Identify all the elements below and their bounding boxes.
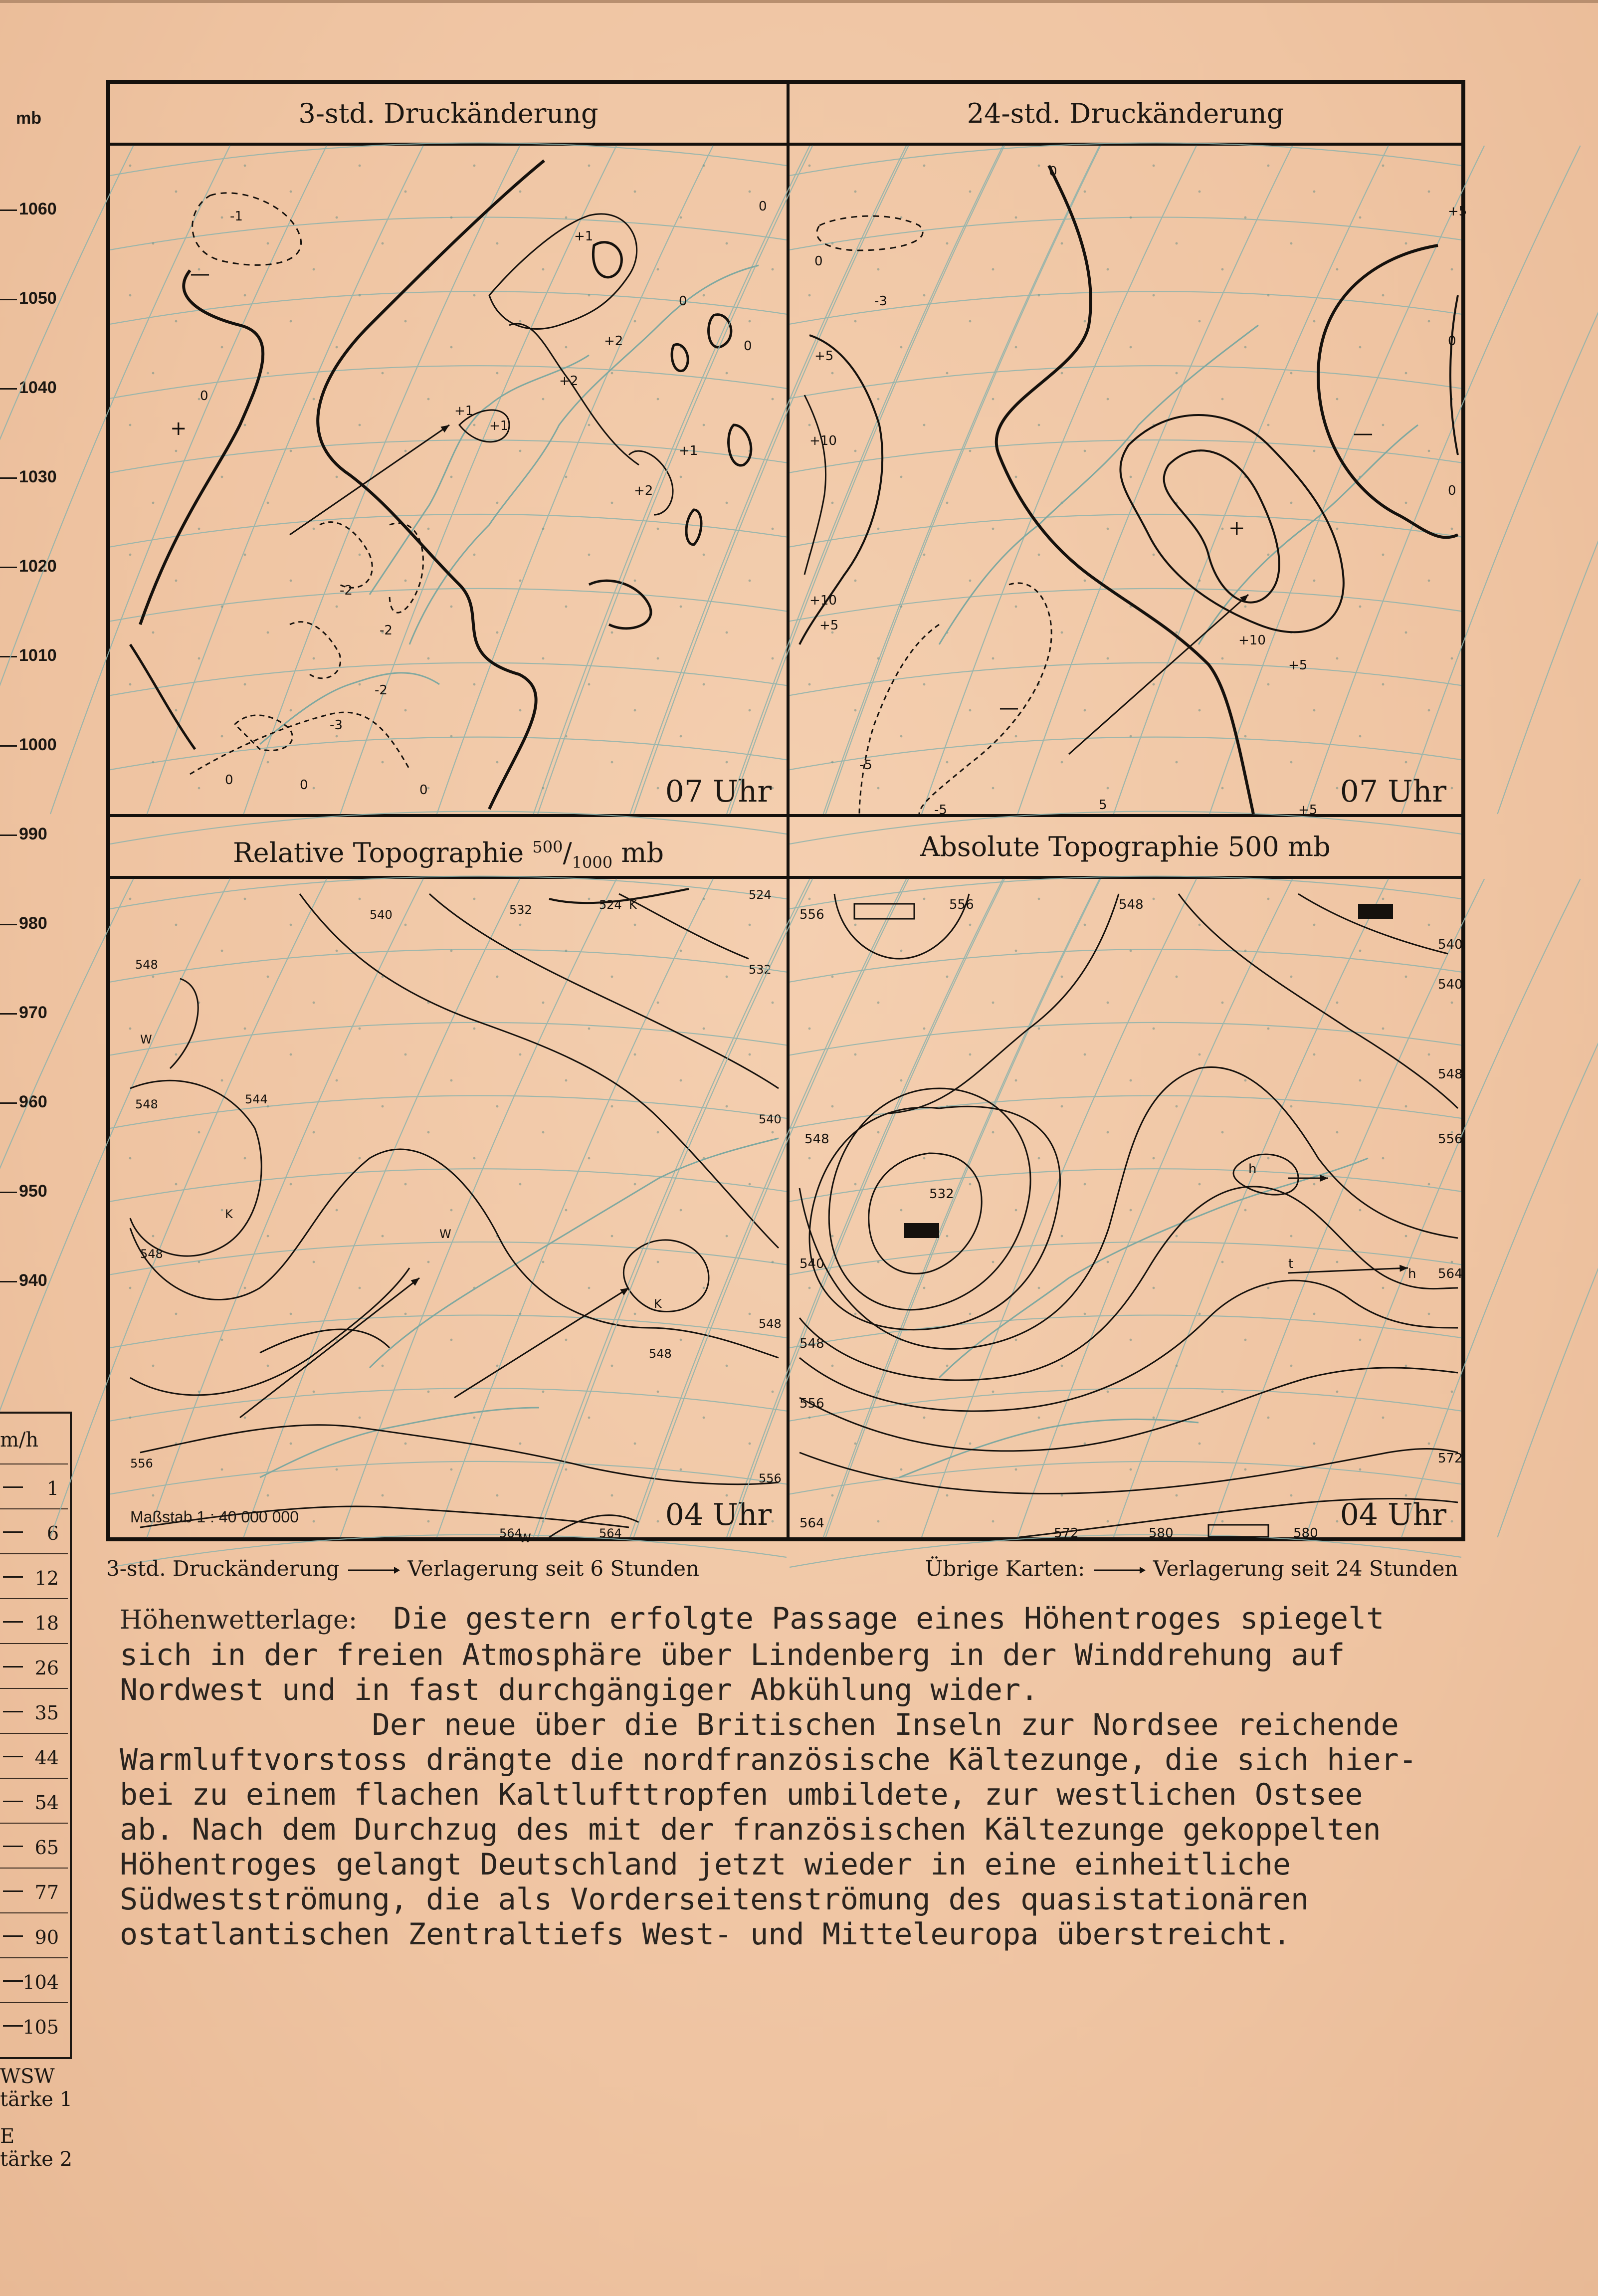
speed-value: 35 — [0, 1688, 68, 1733]
weather-maps-grid — [106, 80, 1467, 1545]
isoline — [300, 894, 779, 1248]
arrow-head-icon — [1399, 1265, 1408, 1272]
pressure-scale — [0, 90, 70, 1347]
minus-sign: — — [999, 696, 1019, 719]
isoline-label: +5 — [1298, 803, 1318, 818]
isoline — [1318, 245, 1458, 537]
isoline — [130, 1268, 409, 1395]
isoline-label: 556 — [799, 907, 824, 922]
isoline-label: 532 — [929, 1187, 954, 1202]
panel-title: Absolute Topographie 500 mb — [790, 817, 1461, 879]
pressure-tick: 970 — [0, 1003, 70, 1023]
map-scale: Maßstab 1 : 40 000 000 — [130, 1508, 299, 1526]
caption-left — [106, 1556, 699, 1581]
caption-right — [925, 1556, 1458, 1581]
isoline-label: 0 — [1049, 164, 1057, 179]
paragraph-2: Der neue über die Britischen Inseln zur Nordsee reichende Warmluftvorstoss drängte die nordfranzösische Kältezunge, die sich hier- bei zu einem flachen Kaltlufttropfen umbildete, zur westlichen Ostsee ab. Nach dem Durchzug des mit der französischen Kältezunge gekoppelten Höhentroges gelangt Deutschland jetzt wieder in eine einheitliche Südwestströmung, die als Vorderseitenströmung des quasistationären ostatlantischen Zentraltiefs West- und Mitteleuropa überstreicht. — [120, 1707, 1417, 1952]
isoline-label: 524 — [749, 888, 772, 902]
speed-value: 90 — [0, 1912, 68, 1957]
isoline-label: +5 — [1448, 204, 1467, 219]
speed-value: 44 — [0, 1733, 68, 1778]
legend-e-code: E — [0, 2125, 15, 2148]
coastline — [260, 1408, 539, 1477]
isoline-label: 532 — [509, 903, 532, 917]
panel-24h-pressure-change — [790, 84, 1467, 818]
pressure-tick: 940 — [0, 1271, 70, 1291]
isoline-label: h — [1408, 1266, 1416, 1281]
speed-value: 65 — [0, 1823, 68, 1868]
caption-right-tail: Verlagerung seit 24 Stunden — [1153, 1556, 1458, 1581]
isoline — [130, 644, 195, 749]
section-label: Höhenwetterlage: — [120, 1605, 358, 1635]
isoline — [799, 1368, 1458, 1451]
isoline — [235, 715, 292, 751]
panel-relative-topography — [110, 817, 790, 1545]
isoline-label: 548 — [140, 1247, 163, 1261]
isoline — [318, 161, 544, 809]
isoline-label: 0 — [1448, 483, 1456, 498]
isoline — [170, 979, 198, 1068]
isoline-label: K — [225, 1207, 233, 1221]
isoline — [1233, 1154, 1298, 1195]
isoline-label: 548 — [799, 1336, 824, 1351]
isoline-label: 556 — [759, 1471, 782, 1485]
title-frac-num: 500 — [532, 837, 563, 856]
isoline — [190, 712, 409, 774]
weather-text — [120, 1601, 1566, 1952]
panel-title: 24-std. Druckänderung — [790, 84, 1461, 146]
isoline-label: 548 — [1438, 1067, 1463, 1082]
isoline — [489, 214, 637, 329]
isoline-label: +1 — [454, 404, 474, 418]
map-time: 07 Uhr — [1340, 774, 1446, 809]
isoline-label: 564 — [799, 1516, 824, 1531]
panel-title-text: Relative Topographie — [232, 837, 524, 868]
speed-value: 104 — [0, 1957, 68, 2002]
speed-value: 12 — [0, 1553, 68, 1598]
minus-sign: — — [1353, 422, 1373, 445]
pressure-tick: 950 — [0, 1182, 70, 1202]
panel-title: 3-std. Druckänderung — [110, 84, 787, 146]
isoline — [686, 510, 701, 545]
isoline-label: K — [629, 898, 637, 912]
isoline-label: 540 — [1438, 977, 1463, 992]
displacement-arrow — [240, 1278, 419, 1418]
pressure-tick: 1050 — [0, 289, 70, 309]
isoline — [729, 425, 751, 465]
pressure-tick: 1060 — [0, 200, 70, 219]
speed-value: 105 — [0, 2002, 68, 2047]
isoline-label: +1 — [679, 443, 698, 458]
isoline-label: W — [519, 1531, 531, 1545]
isoline — [919, 583, 1051, 814]
isoline — [290, 622, 341, 678]
speed-value: 18 — [0, 1598, 68, 1643]
isoline-label: K — [654, 1297, 662, 1311]
coastline — [260, 673, 439, 744]
caption-left-tail: Verlagerung seit 6 Stunden — [407, 1556, 700, 1581]
pressure-tick: 980 — [0, 914, 70, 934]
isoline — [799, 1280, 1458, 1411]
isoline-label: +5 — [1288, 658, 1308, 673]
map-relative-topography — [110, 879, 787, 1545]
arrow-head-icon — [620, 1288, 629, 1295]
isoline-label: 548 — [135, 958, 158, 972]
isoline-label: 544 — [245, 1092, 268, 1106]
legend-e-label: tärke 2 — [0, 2148, 73, 2171]
isoline — [193, 193, 301, 265]
coastline — [370, 355, 589, 595]
displacement-arrow — [454, 1288, 629, 1398]
displacement-arrow — [290, 425, 449, 535]
minus-sign: — — [190, 262, 210, 285]
isoline — [817, 216, 923, 250]
arrow-right-icon — [346, 1564, 401, 1576]
isoline-label: 524 — [599, 898, 622, 912]
isoline-label: -2 — [380, 623, 393, 638]
isoline-label: W — [140, 1033, 152, 1046]
pressure-tick: 960 — [0, 1092, 70, 1112]
isoline-label: -2 — [340, 583, 353, 598]
isoline — [799, 1067, 1458, 1349]
isoline-label: 548 — [804, 1132, 829, 1147]
isoline-label: -5 — [934, 803, 947, 818]
pressure-tick: 1020 — [0, 557, 70, 577]
map-time: 07 Uhr — [665, 774, 772, 809]
isoline-label: 572 — [1438, 1451, 1463, 1466]
isoline-label: 0 — [679, 294, 687, 309]
speed-value: 54 — [0, 1778, 68, 1823]
isoline-label: +10 — [1238, 633, 1266, 648]
isoline-label: 564 — [599, 1526, 622, 1540]
isoline — [859, 625, 939, 814]
isoline-label: 548 — [135, 1097, 158, 1111]
station-dots — [808, 165, 1453, 790]
isoline-label: 0 — [1448, 334, 1456, 349]
plus-sign: + — [170, 417, 187, 440]
isoline-label: 540 — [370, 908, 393, 922]
isoline-label: 556 — [799, 1396, 824, 1411]
isoline-label: 548 — [649, 1347, 672, 1361]
top-edge — [0, 0, 1598, 3]
isoline-label: 580 — [1149, 1526, 1174, 1541]
legend-wsw-label: tärke 1 — [0, 2088, 73, 2111]
arrow-head-icon — [440, 425, 449, 432]
isoline-label: +10 — [809, 593, 837, 608]
coastline — [370, 1138, 779, 1368]
isoline-label: -3 — [874, 294, 887, 309]
arrow-right-icon — [1092, 1564, 1147, 1576]
isoline — [390, 523, 423, 613]
map-24h-pressure-change — [790, 146, 1467, 818]
isoline — [1298, 894, 1448, 954]
title-unit: mb — [621, 837, 664, 868]
isoline-label: 556 — [130, 1457, 153, 1470]
isoline-label: 556 — [949, 897, 974, 912]
coastline — [899, 1419, 1198, 1477]
isoline-label: 548 — [759, 1317, 782, 1331]
title-frac-den: 1000 — [572, 852, 613, 872]
isoline-label: 540 — [759, 1112, 782, 1126]
paragraph-1-first-line: Die gestern erfolgte Passage eines Höhentroges spiegelt — [357, 1601, 1385, 1636]
caption-right-label: Übrige Karten: — [925, 1556, 1085, 1581]
isoline — [619, 894, 749, 959]
isoline-label: -1 — [230, 209, 243, 224]
map-time: 04 Uhr — [1340, 1497, 1446, 1532]
isoline — [799, 1187, 1458, 1380]
speed-value: 6 — [0, 1508, 68, 1553]
panel-title: Relative Topographie $^{500}/_{1000}$ mb — [110, 817, 787, 879]
isoline-label: +2 — [634, 483, 653, 498]
map-3h-pressure-change — [110, 146, 787, 814]
isoline — [130, 1149, 779, 1358]
isoline-label: 5 — [1099, 798, 1107, 813]
isoline-label: 540 — [1438, 937, 1463, 952]
isoline-label: +10 — [809, 433, 837, 448]
pressure-tick: 1010 — [0, 646, 70, 666]
displacement-arrow — [1288, 1268, 1408, 1273]
pressure-tick: 990 — [0, 825, 70, 844]
paragraph-1 — [120, 1601, 1566, 1638]
station-symbol-icon — [1358, 904, 1393, 919]
panel-3h-pressure-change — [110, 84, 790, 817]
map-time: 04 Uhr — [665, 1497, 772, 1532]
pressure-tick: 1030 — [0, 467, 70, 487]
legend-wsw-code: WSW — [0, 2065, 55, 2088]
pressure-tick: 1040 — [0, 378, 70, 398]
isoline-label: 572 — [1054, 1526, 1079, 1541]
isoline-label: 0 — [419, 783, 428, 798]
isoline-label: 564 — [499, 1526, 522, 1540]
speed-value: 1 — [0, 1463, 68, 1508]
isoline — [889, 894, 1119, 1113]
isoline-label: -5 — [859, 758, 872, 773]
station-symbol-icon — [854, 904, 914, 919]
isoline — [320, 522, 372, 588]
isoline-label: 540 — [799, 1256, 824, 1271]
station-dots — [808, 898, 1453, 1523]
isoline-label: h — [1248, 1162, 1257, 1177]
isoline-label: t — [1288, 1256, 1294, 1271]
isoline — [429, 894, 779, 1088]
isoline-label: 564 — [1438, 1266, 1463, 1281]
isoline — [593, 242, 621, 277]
isoline-label: 532 — [749, 963, 772, 977]
isoline-label: 0 — [814, 254, 823, 269]
isoline-label: -2 — [375, 683, 388, 698]
isoline-label: 0 — [744, 339, 752, 354]
displacement-arrow — [1069, 595, 1248, 754]
station-symbol-icon — [904, 1223, 939, 1238]
isoline-label: +1 — [574, 229, 594, 244]
isoline-label: 580 — [1293, 1526, 1318, 1541]
isoline-label: 0 — [225, 773, 233, 788]
isoline-label: 0 — [759, 199, 767, 214]
isoline-label: 548 — [1119, 897, 1144, 912]
paragraph-1-rest: sich in der freien Atmosphäre über Lindenberg in der Winddrehung auf Nordwest und in fast durchgängiger Abkühlung wider. — [120, 1638, 1345, 1707]
isoline-label: +5 — [819, 618, 839, 633]
isoline-label: 556 — [1438, 1132, 1463, 1147]
plus-sign: + — [1228, 517, 1245, 540]
map-absolute-topography — [790, 879, 1463, 1541]
isoline-label: 0 — [300, 778, 308, 793]
legend-wsw — [0, 2065, 72, 2111]
isoline — [672, 344, 688, 371]
isoline-label: W — [439, 1227, 451, 1241]
isoline-label: -3 — [330, 718, 343, 733]
isoline-label: +2 — [559, 374, 579, 389]
isoline — [709, 315, 731, 347]
isoline — [804, 395, 826, 575]
speed-value: 77 — [0, 1868, 68, 1912]
isoline-label: +5 — [814, 349, 834, 364]
isoline — [1164, 450, 1279, 603]
isoline-label: +2 — [604, 334, 623, 349]
isoline — [1179, 894, 1458, 1108]
isoline-label: 0 — [200, 389, 208, 404]
legend-e — [0, 2125, 72, 2171]
isoline — [260, 1329, 390, 1353]
speed-value: 26 — [0, 1643, 68, 1688]
caption-left-label: 3-std. Druckänderung — [106, 1556, 340, 1581]
speed-scale-head: m/h — [0, 1429, 39, 1452]
pressure-tick: 1000 — [0, 735, 70, 755]
scale-unit: mb — [16, 109, 41, 128]
coastline — [939, 1158, 1368, 1378]
isoline — [140, 270, 263, 625]
isoline-label: +1 — [489, 418, 509, 433]
panel-absolute-topography — [790, 817, 1463, 1541]
station-dots — [129, 165, 774, 790]
isoline — [869, 1153, 982, 1273]
